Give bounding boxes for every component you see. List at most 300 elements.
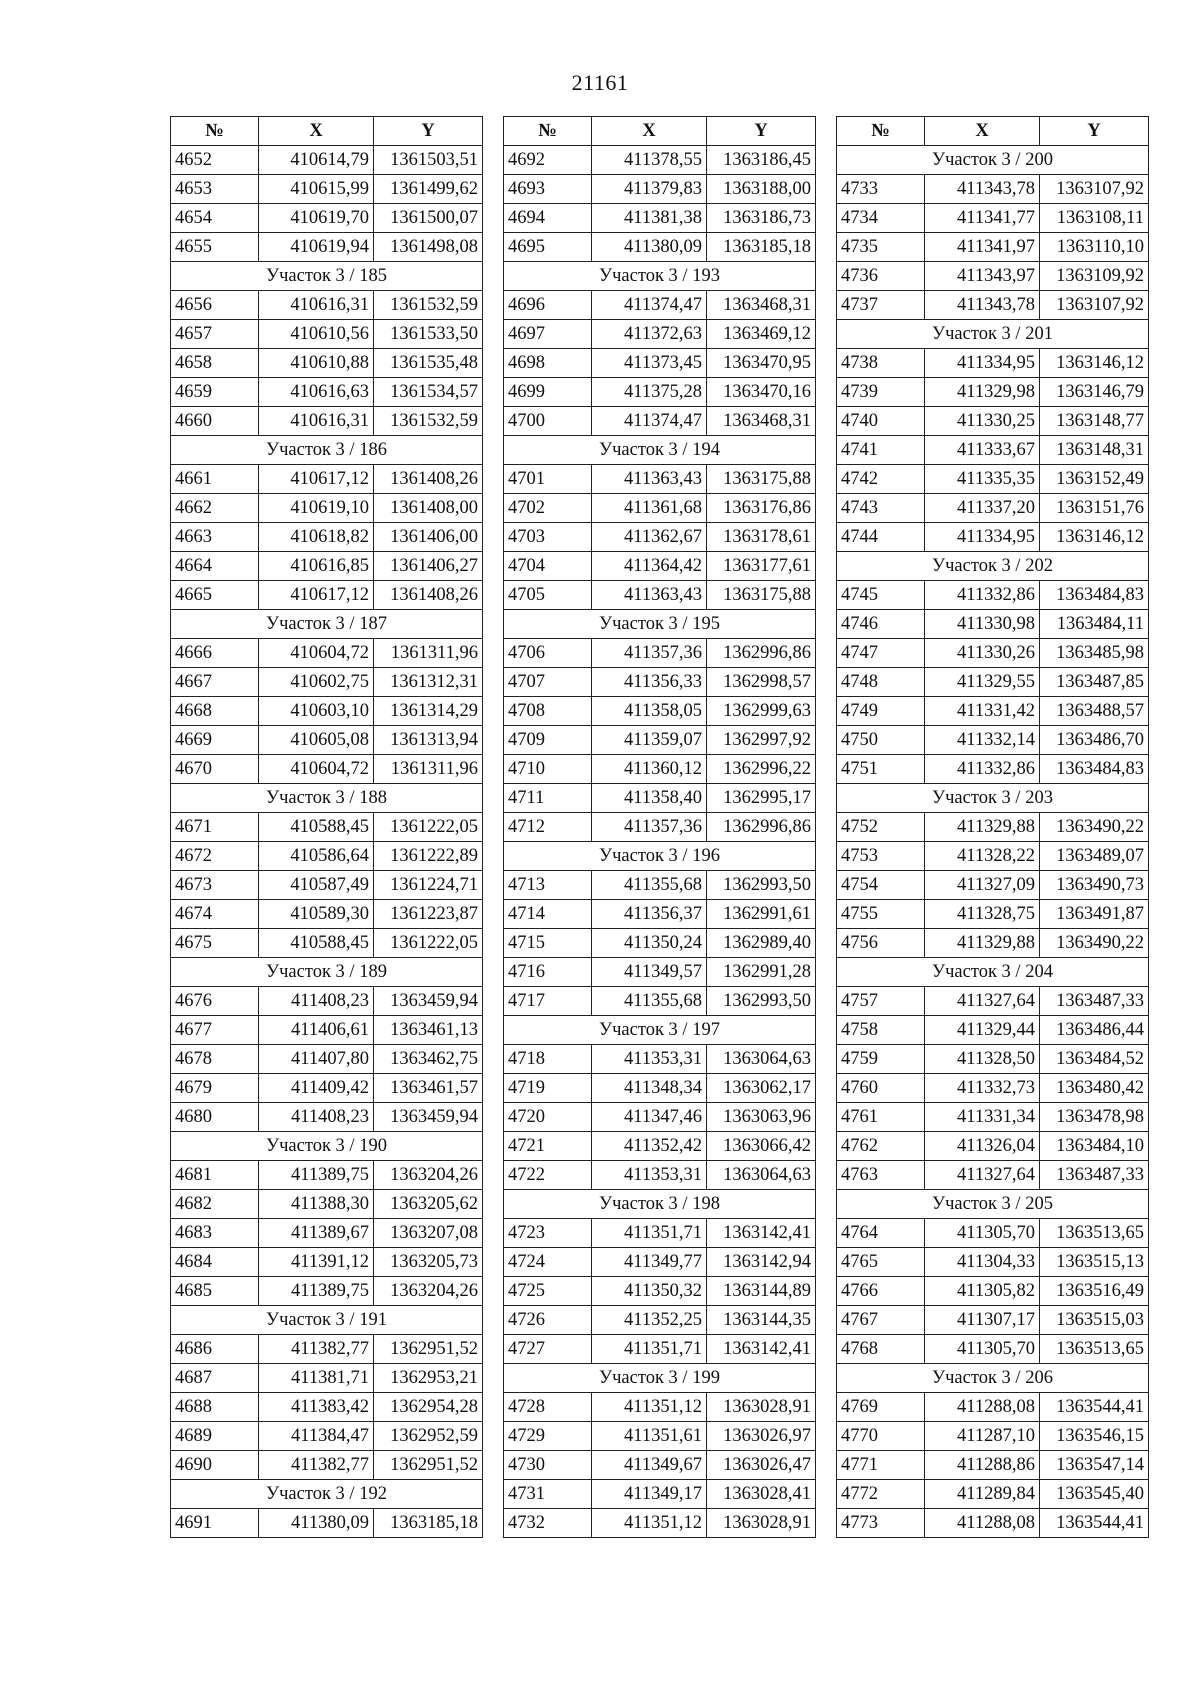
y-coordinate: 1363176,86 xyxy=(707,494,816,523)
point-number: 4757 xyxy=(837,987,925,1016)
point-number: 4688 xyxy=(171,1393,259,1422)
table-row xyxy=(837,1045,1149,1074)
point-number: 4738 xyxy=(837,349,925,378)
y-coordinate: 1363487,33 xyxy=(1040,987,1149,1016)
table-row xyxy=(171,320,483,349)
point-number: 4701 xyxy=(504,465,592,494)
section-row xyxy=(837,958,1149,987)
y-coordinate: 1363547,14 xyxy=(1040,1451,1149,1480)
section-row xyxy=(171,262,483,291)
table-row xyxy=(171,349,483,378)
y-coordinate: 1363544,41 xyxy=(1040,1393,1149,1422)
table-row xyxy=(837,610,1149,639)
table-row xyxy=(837,1248,1149,1277)
point-number: 4729 xyxy=(504,1422,592,1451)
table-row xyxy=(171,639,483,668)
table-row xyxy=(837,494,1149,523)
point-number: 4695 xyxy=(504,233,592,262)
x-coordinate: 411389,75 xyxy=(259,1161,374,1190)
point-number: 4714 xyxy=(504,900,592,929)
point-number: 4723 xyxy=(504,1219,592,1248)
x-coordinate: 410618,82 xyxy=(259,523,374,552)
point-number: 4672 xyxy=(171,842,259,871)
point-number: 4753 xyxy=(837,842,925,871)
y-coordinate: 1362999,63 xyxy=(707,697,816,726)
table-row xyxy=(171,1161,483,1190)
table-row xyxy=(171,494,483,523)
x-coordinate: 411326,04 xyxy=(925,1132,1040,1161)
section-row xyxy=(504,610,816,639)
table-row xyxy=(837,262,1149,291)
table-row xyxy=(837,204,1149,233)
y-coordinate: 1362997,92 xyxy=(707,726,816,755)
point-number: 4739 xyxy=(837,378,925,407)
y-coordinate: 1361222,05 xyxy=(374,929,483,958)
point-number: 4652 xyxy=(171,146,259,175)
table-row xyxy=(504,494,816,523)
x-coordinate: 411360,12 xyxy=(592,755,707,784)
y-coordinate: 1363028,91 xyxy=(707,1509,816,1538)
table-row xyxy=(504,1306,816,1335)
y-coordinate: 1363175,88 xyxy=(707,581,816,610)
y-coordinate: 1362995,17 xyxy=(707,784,816,813)
x-coordinate: 411374,47 xyxy=(592,407,707,436)
table-row xyxy=(504,871,816,900)
x-coordinate: 410605,08 xyxy=(259,726,374,755)
x-coordinate: 411355,68 xyxy=(592,987,707,1016)
table-row xyxy=(837,407,1149,436)
y-coordinate: 1361500,07 xyxy=(374,204,483,233)
y-coordinate: 1363151,76 xyxy=(1040,494,1149,523)
point-number: 4675 xyxy=(171,929,259,958)
y-coordinate: 1363484,83 xyxy=(1040,581,1149,610)
x-coordinate: 411349,77 xyxy=(592,1248,707,1277)
point-number: 4773 xyxy=(837,1509,925,1538)
x-coordinate: 411389,67 xyxy=(259,1219,374,1248)
table-row xyxy=(837,436,1149,465)
section-row xyxy=(837,784,1149,813)
table-row xyxy=(504,349,816,378)
table-row xyxy=(504,1248,816,1277)
table-row xyxy=(171,146,483,175)
y-coordinate: 1363175,88 xyxy=(707,465,816,494)
x-coordinate: 410614,79 xyxy=(259,146,374,175)
table-row xyxy=(504,320,816,349)
section-row xyxy=(504,1364,816,1393)
x-coordinate: 411356,33 xyxy=(592,668,707,697)
table-row xyxy=(837,523,1149,552)
section-title: Участок 3 / 198 xyxy=(504,1190,816,1219)
table-row xyxy=(837,900,1149,929)
section-row xyxy=(504,1016,816,1045)
header-number: № xyxy=(837,117,925,146)
point-number: 4683 xyxy=(171,1219,259,1248)
y-coordinate: 1363485,98 xyxy=(1040,639,1149,668)
y-coordinate: 1362993,50 xyxy=(707,987,816,1016)
point-number: 4656 xyxy=(171,291,259,320)
y-coordinate: 1363468,31 xyxy=(707,291,816,320)
point-number: 4689 xyxy=(171,1422,259,1451)
y-coordinate: 1363026,97 xyxy=(707,1422,816,1451)
header-x: X xyxy=(259,117,374,146)
point-number: 4755 xyxy=(837,900,925,929)
y-coordinate: 1363484,52 xyxy=(1040,1045,1149,1074)
y-coordinate: 1362953,21 xyxy=(374,1364,483,1393)
point-number: 4684 xyxy=(171,1248,259,1277)
x-coordinate: 411388,30 xyxy=(259,1190,374,1219)
y-coordinate: 1363142,41 xyxy=(707,1335,816,1364)
point-number: 4706 xyxy=(504,639,592,668)
point-number: 4679 xyxy=(171,1074,259,1103)
point-number: 4697 xyxy=(504,320,592,349)
y-coordinate: 1363478,98 xyxy=(1040,1103,1149,1132)
table-header xyxy=(837,117,1149,146)
point-number: 4721 xyxy=(504,1132,592,1161)
x-coordinate: 411288,08 xyxy=(925,1509,1040,1538)
y-coordinate: 1363513,65 xyxy=(1040,1219,1149,1248)
point-number: 4732 xyxy=(504,1509,592,1538)
point-number: 4664 xyxy=(171,552,259,581)
y-coordinate: 1363207,08 xyxy=(374,1219,483,1248)
x-coordinate: 410615,99 xyxy=(259,175,374,204)
section-title: Участок 3 / 204 xyxy=(837,958,1149,987)
point-number: 4680 xyxy=(171,1103,259,1132)
point-number: 4686 xyxy=(171,1335,259,1364)
x-coordinate: 411328,50 xyxy=(925,1045,1040,1074)
x-coordinate: 411305,70 xyxy=(925,1219,1040,1248)
x-coordinate: 411358,40 xyxy=(592,784,707,813)
y-coordinate: 1361222,05 xyxy=(374,813,483,842)
y-coordinate: 1363515,03 xyxy=(1040,1306,1149,1335)
coordinate-table-2 xyxy=(503,116,816,1538)
section-title: Участок 3 / 187 xyxy=(171,610,483,639)
y-coordinate: 1362952,59 xyxy=(374,1422,483,1451)
table-row xyxy=(171,1190,483,1219)
header-y: Y xyxy=(374,117,483,146)
x-coordinate: 411350,24 xyxy=(592,929,707,958)
y-coordinate: 1363185,18 xyxy=(707,233,816,262)
x-coordinate: 411332,86 xyxy=(925,755,1040,784)
section-row xyxy=(837,1190,1149,1219)
y-coordinate: 1361314,29 xyxy=(374,697,483,726)
y-coordinate: 1363148,31 xyxy=(1040,436,1149,465)
section-row xyxy=(504,436,816,465)
table-row xyxy=(504,523,816,552)
x-coordinate: 411357,36 xyxy=(592,813,707,842)
section-row xyxy=(171,610,483,639)
x-coordinate: 411380,09 xyxy=(259,1509,374,1538)
point-number: 4771 xyxy=(837,1451,925,1480)
section-title: Участок 3 / 197 xyxy=(504,1016,816,1045)
x-coordinate: 411408,23 xyxy=(259,1103,374,1132)
point-number: 4748 xyxy=(837,668,925,697)
x-coordinate: 410588,45 xyxy=(259,929,374,958)
y-coordinate: 1363177,61 xyxy=(707,552,816,581)
point-number: 4740 xyxy=(837,407,925,436)
y-coordinate: 1361406,27 xyxy=(374,552,483,581)
x-coordinate: 410619,10 xyxy=(259,494,374,523)
x-coordinate: 410617,12 xyxy=(259,581,374,610)
point-number: 4690 xyxy=(171,1451,259,1480)
point-number: 4761 xyxy=(837,1103,925,1132)
table-row xyxy=(504,1480,816,1509)
x-coordinate: 411362,67 xyxy=(592,523,707,552)
table-row xyxy=(504,1393,816,1422)
x-coordinate: 411361,68 xyxy=(592,494,707,523)
section-title: Участок 3 / 196 xyxy=(504,842,816,871)
y-coordinate: 1363489,07 xyxy=(1040,842,1149,871)
x-coordinate: 410604,72 xyxy=(259,755,374,784)
x-coordinate: 411375,28 xyxy=(592,378,707,407)
x-coordinate: 411332,73 xyxy=(925,1074,1040,1103)
table-row xyxy=(837,813,1149,842)
y-coordinate: 1363142,94 xyxy=(707,1248,816,1277)
section-row xyxy=(837,146,1149,175)
section-row xyxy=(171,1132,483,1161)
table-row xyxy=(504,175,816,204)
point-number: 4750 xyxy=(837,726,925,755)
x-coordinate: 411349,57 xyxy=(592,958,707,987)
header-number: № xyxy=(504,117,592,146)
x-coordinate: 410588,45 xyxy=(259,813,374,842)
section-title: Участок 3 / 185 xyxy=(171,262,483,291)
y-coordinate: 1363188,00 xyxy=(707,175,816,204)
table-row xyxy=(171,1509,483,1538)
table-row xyxy=(837,1480,1149,1509)
point-number: 4663 xyxy=(171,523,259,552)
point-number: 4699 xyxy=(504,378,592,407)
table-row xyxy=(171,726,483,755)
x-coordinate: 411364,42 xyxy=(592,552,707,581)
table-row xyxy=(837,1074,1149,1103)
point-number: 4709 xyxy=(504,726,592,755)
y-coordinate: 1363488,57 xyxy=(1040,697,1149,726)
point-number: 4746 xyxy=(837,610,925,639)
point-number: 4703 xyxy=(504,523,592,552)
point-number: 4676 xyxy=(171,987,259,1016)
point-number: 4713 xyxy=(504,871,592,900)
point-number: 4707 xyxy=(504,668,592,697)
y-coordinate: 1363108,11 xyxy=(1040,204,1149,233)
x-coordinate: 411353,31 xyxy=(592,1161,707,1190)
table-row xyxy=(837,1335,1149,1364)
y-coordinate: 1363066,42 xyxy=(707,1132,816,1161)
table-row xyxy=(504,581,816,610)
point-number: 4765 xyxy=(837,1248,925,1277)
table-row xyxy=(504,1161,816,1190)
y-coordinate: 1363470,16 xyxy=(707,378,816,407)
table-row xyxy=(504,668,816,697)
table-row xyxy=(171,1219,483,1248)
table-row xyxy=(837,639,1149,668)
y-coordinate: 1361534,57 xyxy=(374,378,483,407)
x-coordinate: 411372,63 xyxy=(592,320,707,349)
point-number: 4737 xyxy=(837,291,925,320)
y-coordinate: 1361224,71 xyxy=(374,871,483,900)
section-row xyxy=(504,1190,816,1219)
table-row xyxy=(504,146,816,175)
table-row xyxy=(171,581,483,610)
y-coordinate: 1363515,13 xyxy=(1040,1248,1149,1277)
y-coordinate: 1361408,26 xyxy=(374,581,483,610)
point-number: 4747 xyxy=(837,639,925,668)
x-coordinate: 411349,67 xyxy=(592,1451,707,1480)
table-row xyxy=(837,233,1149,262)
x-coordinate: 411329,88 xyxy=(925,813,1040,842)
y-coordinate: 1362998,57 xyxy=(707,668,816,697)
x-coordinate: 411329,55 xyxy=(925,668,1040,697)
y-coordinate: 1362996,86 xyxy=(707,639,816,668)
y-coordinate: 1363109,92 xyxy=(1040,262,1149,291)
table-row xyxy=(504,1219,816,1248)
x-coordinate: 411327,64 xyxy=(925,1161,1040,1190)
section-title: Участок 3 / 192 xyxy=(171,1480,483,1509)
point-number: 4700 xyxy=(504,407,592,436)
x-coordinate: 411383,42 xyxy=(259,1393,374,1422)
point-number: 4754 xyxy=(837,871,925,900)
point-number: 4763 xyxy=(837,1161,925,1190)
section-row xyxy=(837,320,1149,349)
x-coordinate: 411335,35 xyxy=(925,465,1040,494)
y-coordinate: 1362996,86 xyxy=(707,813,816,842)
y-coordinate: 1363026,47 xyxy=(707,1451,816,1480)
point-number: 4667 xyxy=(171,668,259,697)
table-row xyxy=(504,465,816,494)
y-coordinate: 1361222,89 xyxy=(374,842,483,871)
y-coordinate: 1363146,12 xyxy=(1040,523,1149,552)
y-coordinate: 1362951,52 xyxy=(374,1451,483,1480)
x-coordinate: 411328,22 xyxy=(925,842,1040,871)
x-coordinate: 411307,17 xyxy=(925,1306,1040,1335)
x-coordinate: 411288,86 xyxy=(925,1451,1040,1480)
x-coordinate: 411343,78 xyxy=(925,175,1040,204)
y-coordinate: 1363205,73 xyxy=(374,1248,483,1277)
table-row xyxy=(171,1248,483,1277)
y-coordinate: 1363480,42 xyxy=(1040,1074,1149,1103)
y-coordinate: 1363142,41 xyxy=(707,1219,816,1248)
x-coordinate: 411288,08 xyxy=(925,1393,1040,1422)
table-row xyxy=(504,958,816,987)
section-title: Участок 3 / 200 xyxy=(837,146,1149,175)
point-number: 4764 xyxy=(837,1219,925,1248)
y-coordinate: 1363144,35 xyxy=(707,1306,816,1335)
x-coordinate: 410619,70 xyxy=(259,204,374,233)
point-number: 4708 xyxy=(504,697,592,726)
point-number: 4749 xyxy=(837,697,925,726)
x-coordinate: 411351,71 xyxy=(592,1219,707,1248)
x-coordinate: 411359,07 xyxy=(592,726,707,755)
section-title: Участок 3 / 205 xyxy=(837,1190,1149,1219)
table-row xyxy=(504,697,816,726)
y-coordinate: 1363146,12 xyxy=(1040,349,1149,378)
x-coordinate: 411333,67 xyxy=(925,436,1040,465)
table-row xyxy=(171,291,483,320)
table-row xyxy=(171,523,483,552)
table-row xyxy=(171,1045,483,1074)
x-coordinate: 410610,56 xyxy=(259,320,374,349)
x-coordinate: 411351,12 xyxy=(592,1393,707,1422)
table-row xyxy=(837,929,1149,958)
table-row xyxy=(171,1364,483,1393)
y-coordinate: 1363107,92 xyxy=(1040,291,1149,320)
section-title: Участок 3 / 191 xyxy=(171,1306,483,1335)
point-number: 4715 xyxy=(504,929,592,958)
table-row xyxy=(837,668,1149,697)
x-coordinate: 411347,46 xyxy=(592,1103,707,1132)
x-coordinate: 411374,47 xyxy=(592,291,707,320)
x-coordinate: 411407,80 xyxy=(259,1045,374,1074)
point-number: 4661 xyxy=(171,465,259,494)
table-row xyxy=(504,929,816,958)
y-coordinate: 1362993,50 xyxy=(707,871,816,900)
point-number: 4654 xyxy=(171,204,259,233)
table-row xyxy=(171,1422,483,1451)
y-coordinate: 1363487,85 xyxy=(1040,668,1149,697)
y-coordinate: 1363470,95 xyxy=(707,349,816,378)
section-row xyxy=(837,552,1149,581)
x-coordinate: 410619,94 xyxy=(259,233,374,262)
section-title: Участок 3 / 186 xyxy=(171,436,483,465)
coordinate-table-3 xyxy=(836,116,1149,1538)
y-coordinate: 1361312,31 xyxy=(374,668,483,697)
x-coordinate: 411328,75 xyxy=(925,900,1040,929)
section-title: Участок 3 / 199 xyxy=(504,1364,816,1393)
y-coordinate: 1361532,59 xyxy=(374,407,483,436)
y-coordinate: 1363469,12 xyxy=(707,320,816,349)
point-number: 4752 xyxy=(837,813,925,842)
x-coordinate: 411331,42 xyxy=(925,697,1040,726)
table-row xyxy=(171,842,483,871)
y-coordinate: 1363461,13 xyxy=(374,1016,483,1045)
x-coordinate: 411350,32 xyxy=(592,1277,707,1306)
y-coordinate: 1363490,73 xyxy=(1040,871,1149,900)
x-coordinate: 411358,05 xyxy=(592,697,707,726)
x-coordinate: 411357,36 xyxy=(592,639,707,668)
y-coordinate: 1363486,44 xyxy=(1040,1016,1149,1045)
x-coordinate: 410610,88 xyxy=(259,349,374,378)
point-number: 4659 xyxy=(171,378,259,407)
y-coordinate: 1361313,94 xyxy=(374,726,483,755)
x-coordinate: 411305,70 xyxy=(925,1335,1040,1364)
section-title: Участок 3 / 188 xyxy=(171,784,483,813)
y-coordinate: 1361311,96 xyxy=(374,639,483,668)
section-row xyxy=(171,1480,483,1509)
y-coordinate: 1363064,63 xyxy=(707,1045,816,1074)
table-row xyxy=(171,871,483,900)
y-coordinate: 1362954,28 xyxy=(374,1393,483,1422)
table-row xyxy=(504,1277,816,1306)
y-coordinate: 1363484,83 xyxy=(1040,755,1149,784)
point-number: 4668 xyxy=(171,697,259,726)
section-row xyxy=(837,1364,1149,1393)
table-row xyxy=(171,552,483,581)
table-row xyxy=(504,1045,816,1074)
y-coordinate: 1363152,49 xyxy=(1040,465,1149,494)
table-row xyxy=(837,1422,1149,1451)
point-number: 4666 xyxy=(171,639,259,668)
point-number: 4766 xyxy=(837,1277,925,1306)
point-number: 4722 xyxy=(504,1161,592,1190)
y-coordinate: 1363107,92 xyxy=(1040,175,1149,204)
table-row xyxy=(837,349,1149,378)
x-coordinate: 411351,61 xyxy=(592,1422,707,1451)
table-header xyxy=(171,117,483,146)
point-number: 4719 xyxy=(504,1074,592,1103)
table-row xyxy=(504,407,816,436)
point-number: 4767 xyxy=(837,1306,925,1335)
x-coordinate: 411329,44 xyxy=(925,1016,1040,1045)
y-coordinate: 1363544,41 xyxy=(1040,1509,1149,1538)
